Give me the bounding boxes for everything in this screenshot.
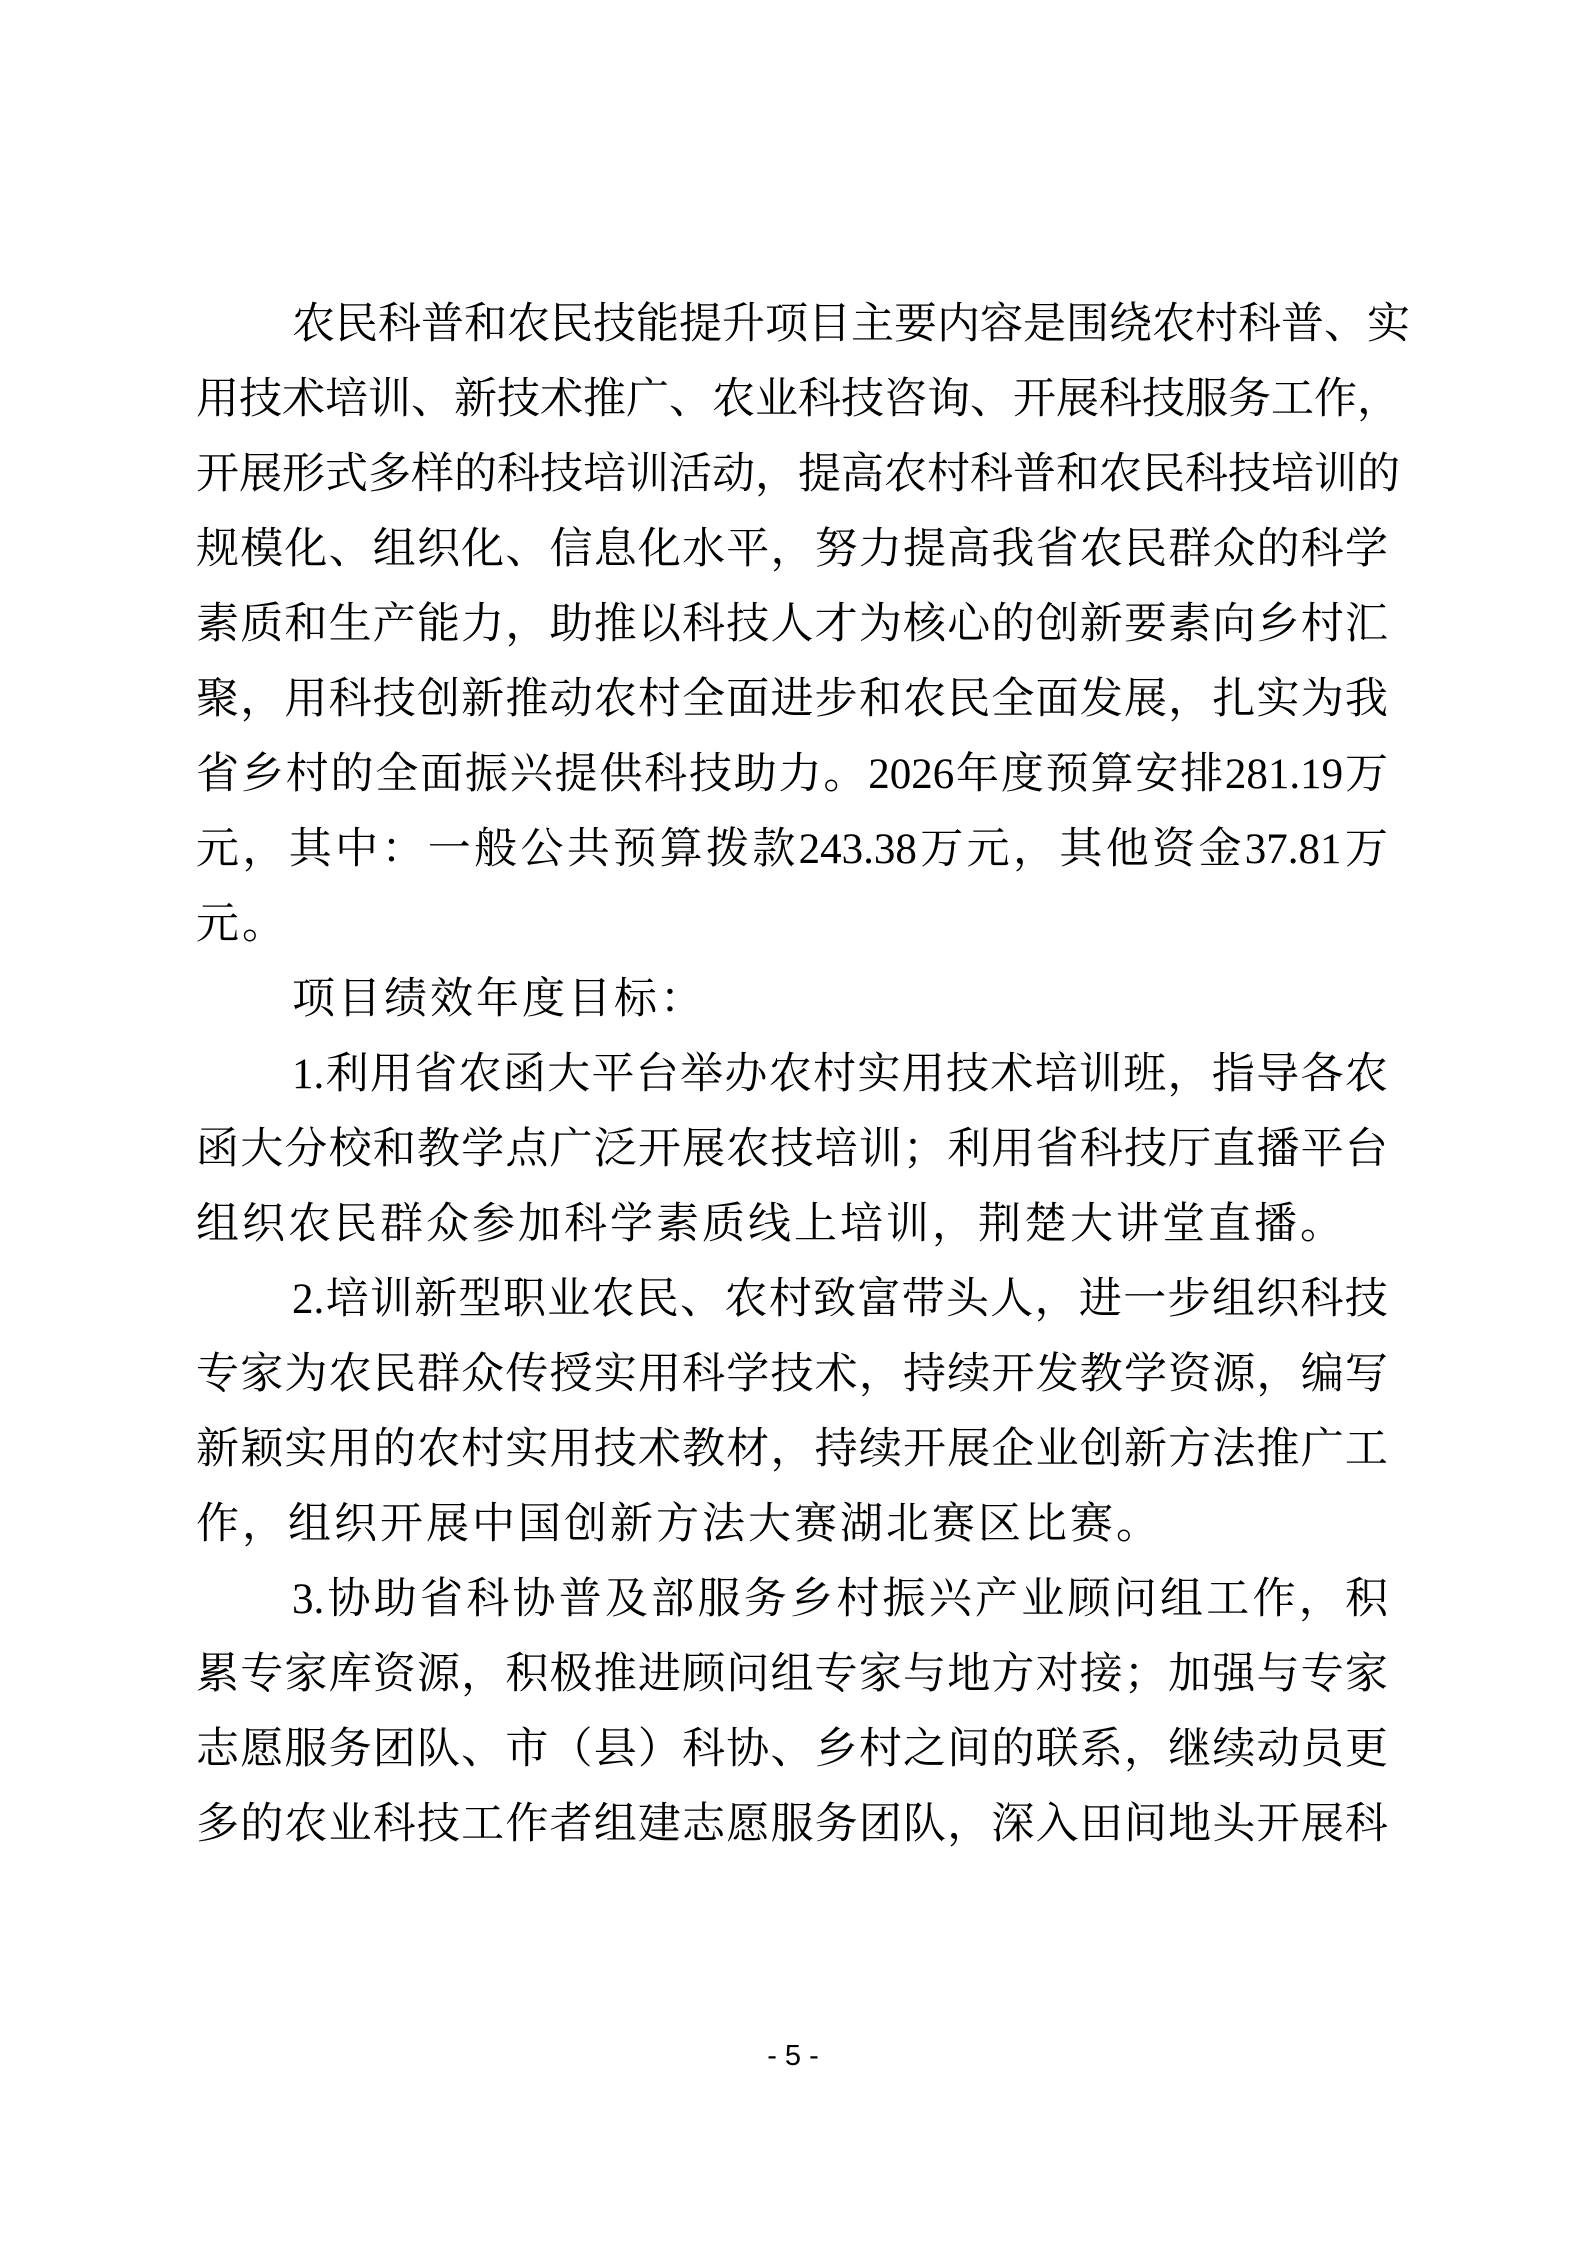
document-line: 专 家 为 农 民 群 众 传 授 实 用 科 学 技 术 ， 持 续 开 发 教 学 资 源 ， 编 写 xyxy=(196,1351,1388,1398)
document-line: 新 颖 实 用 的 农 村 实 用 技 术 教 材 ， 持 续 开 展 企 业 创 新 方 法 推 广 工 xyxy=(196,1426,1388,1473)
document-line: 素 质 和 生 产 能 力 ， 助 推 以 科 技 人 才 为 核 心 的 创 新 要 素 向 乡 村 汇 xyxy=(196,601,1388,648)
document-line: 2. 培 训 新 型 职 业 农 民 、 农 村 致 富 带 头 人 ， 进 一 步 组 织 科 技 xyxy=(292,1276,1388,1323)
document-line: 组织农民群众参加科学素质线上培训，荆楚大讲堂直播。 xyxy=(196,1201,1346,1248)
document-line: 作，组织开展中国创新方法大赛湖北赛区比赛。 xyxy=(196,1501,1162,1548)
document-line: 3. 协 助 省 科 协 普 及 部 服 务 乡 村 振 兴 产 业 顾 问 组 工 作 ， 积 xyxy=(292,1576,1388,1623)
document-line: 规 模 化 、 组 织 化 、 信 息 化 水 平 ， 努 力 提 高 我 省 农 民 群 众 的 科 学 xyxy=(196,526,1388,573)
page-number: - 5 - xyxy=(767,2040,819,2072)
section-heading: 项目绩效年度目标： xyxy=(292,976,706,1023)
document-line: 多 的 农 业 科 技 工 作 者 组 建 志 愿 服 务 团 队 ， 深 入 田 间 地 头 开 展 科 xyxy=(196,1801,1388,1848)
document-line: 1. 利 用 省 农 函 大 平 台 举 办 农 村 实 用 技 术 培 训 班 ， 指 导 各 农 xyxy=(292,1051,1388,1098)
document-line: 元 ， 其 中 ： 一 般 公 共 预 算 拨 款 243.38 万 元 ， 其 他 资 金 37.81 万 xyxy=(196,826,1388,873)
document-line: 函 大 分 校 和 教 学 点 广 泛 开 展 农 技 培 训 ； 利 用 省 科 技 厅 直 播 平 台 xyxy=(196,1126,1388,1173)
document-line: 省 乡 村 的 全 面 振 兴 提 供 科 技 助 力 。 2026 年 度 预 算 安 排 281.19 万 xyxy=(196,751,1388,798)
document-line: 农 民 科 普 和 农 民 技 能 提 升 项 目 主 要 内 容 是 围 绕 农 村 科 普 、 实 xyxy=(292,301,1410,348)
document-line: 用 技 术 培 训 、 新 技 术 推 广 、 农 业 科 技 咨 询 、 开 展 科 技 服 务 工 作 ， xyxy=(196,376,1400,423)
document-line: 元。 xyxy=(196,901,288,948)
document-line: 聚 ， 用 科 技 创 新 推 动 农 村 全 面 进 步 和 农 民 全 面 发 展 ， 扎 实 为 我 xyxy=(196,676,1388,723)
document-line: 累 专 家 库 资 源 ， 积 极 推 进 顾 问 组 专 家 与 地 方 对 接 ； 加 强 与 专 家 xyxy=(196,1651,1388,1698)
document-line: 志 愿 服 务 团 队 、 市 （ 县 ） 科 协 、 乡 村 之 间 的 联 系 ， 继 续 动 员 更 xyxy=(196,1726,1388,1773)
document-body xyxy=(196,287,1410,1862)
document-line: 开 展 形 式 多 样 的 科 技 培 训 活 动 ， 提 高 农 村 科 普 和 农 民 科 技 培 训 的 xyxy=(196,451,1400,498)
